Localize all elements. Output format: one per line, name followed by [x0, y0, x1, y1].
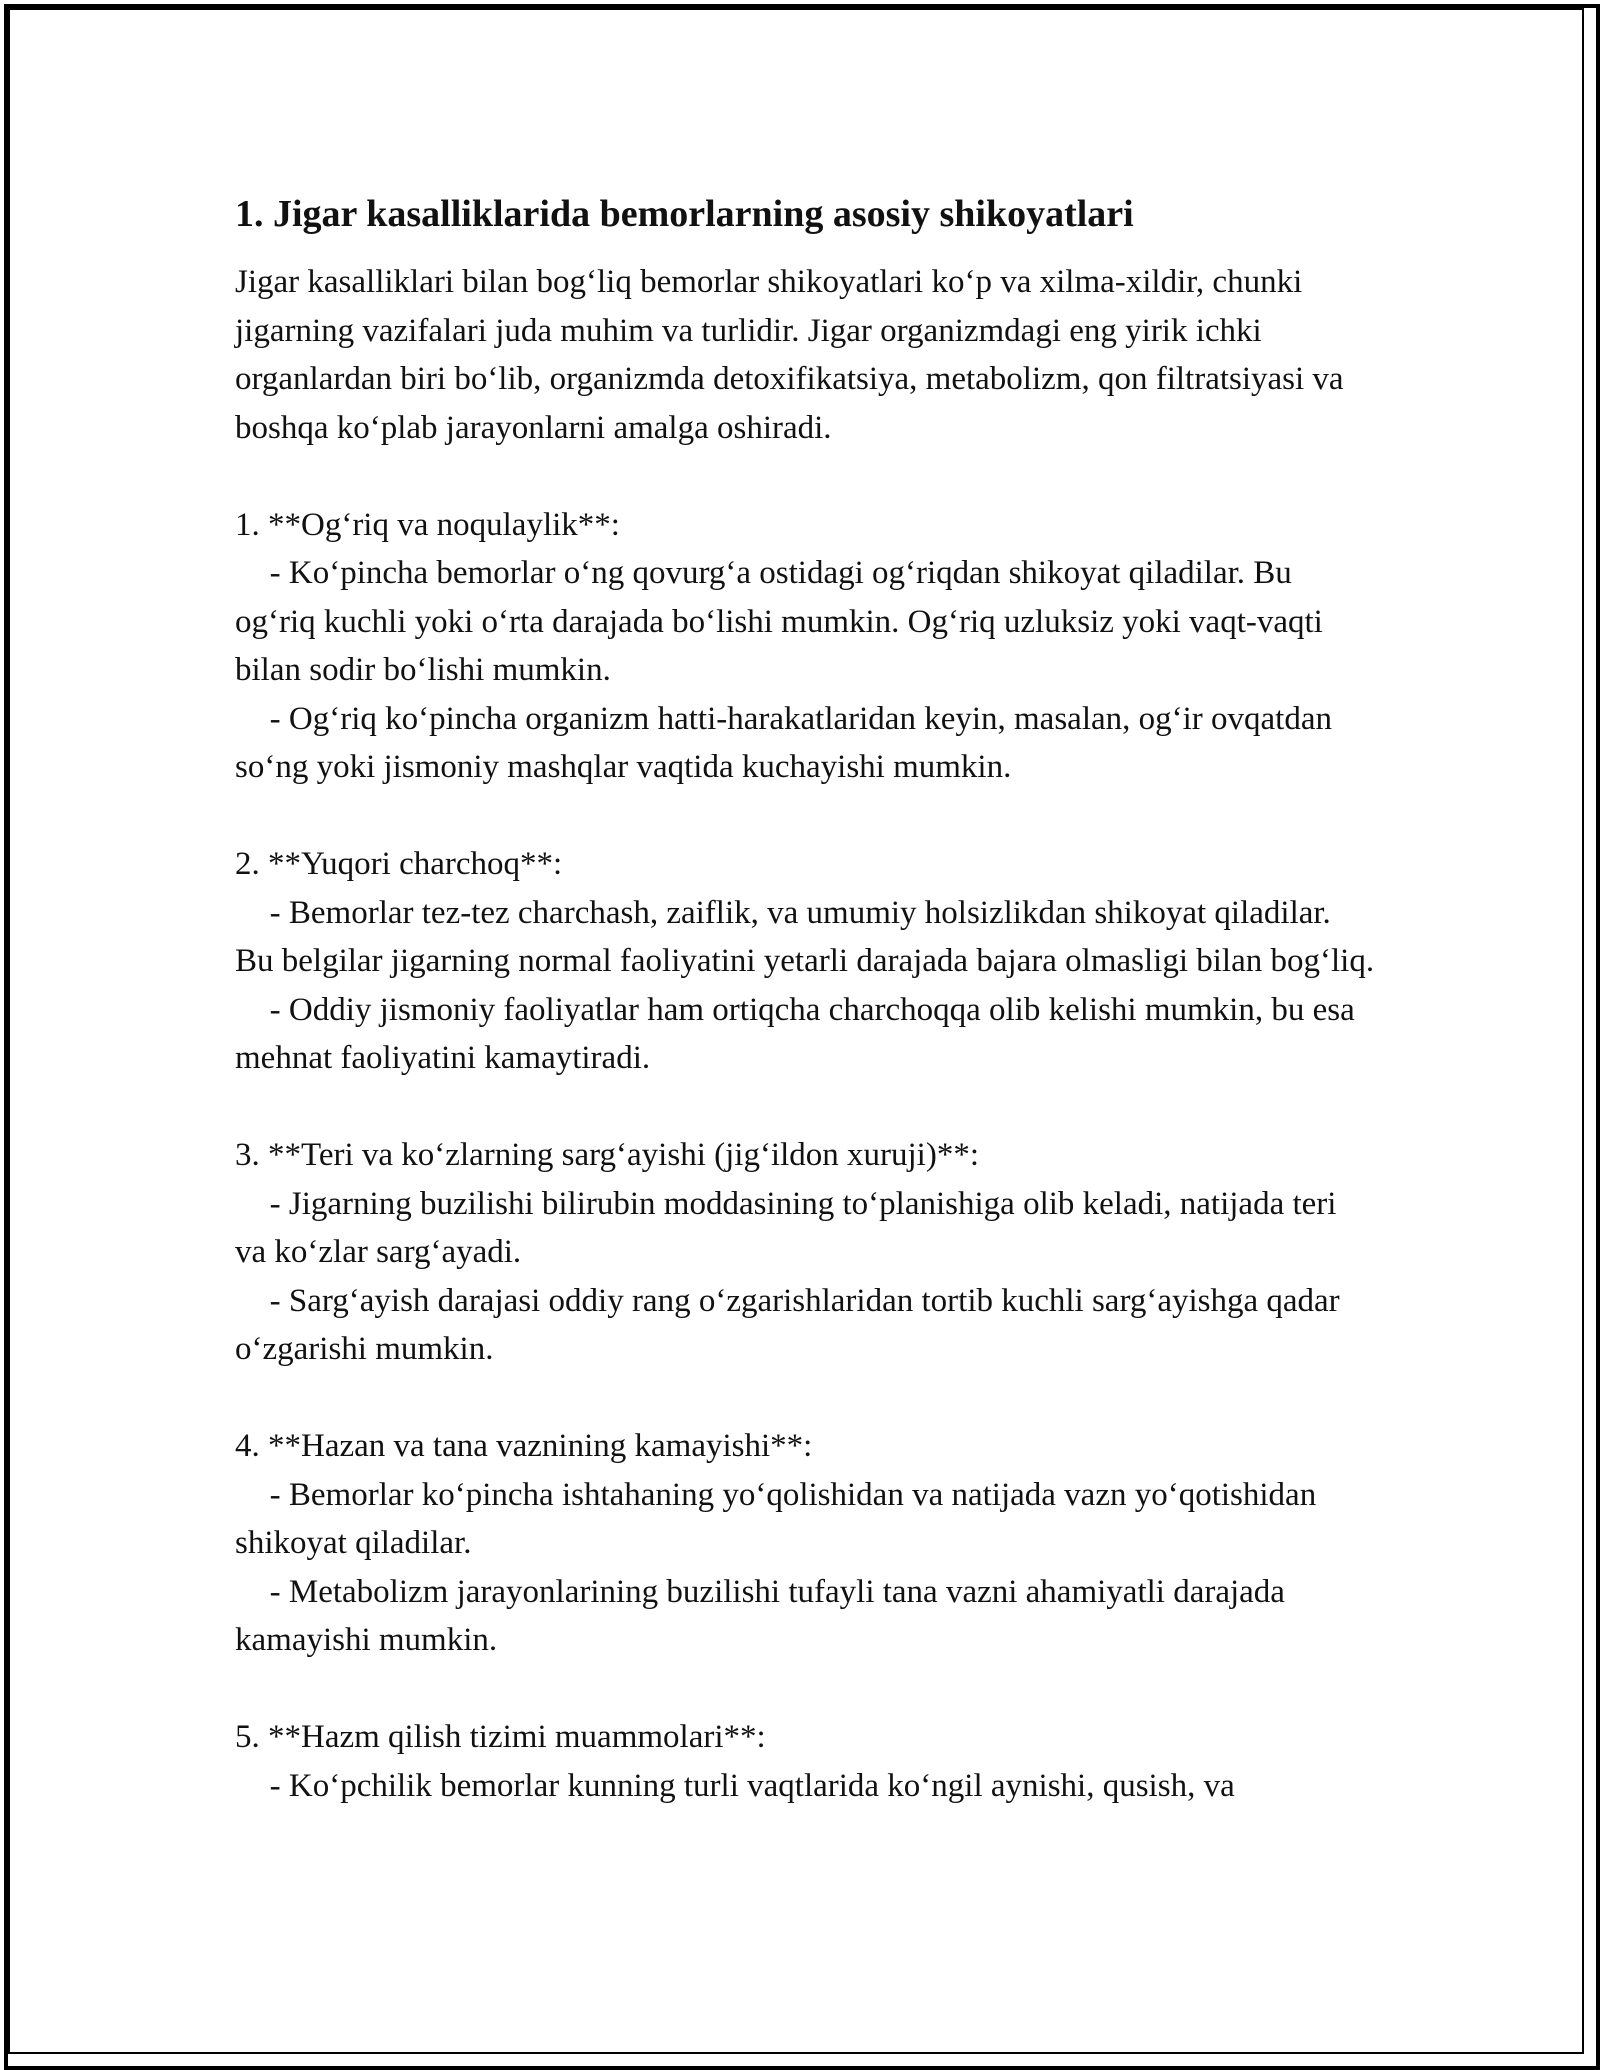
- list-item: [235, 1131, 1375, 1374]
- list-item-bullet: - Bemorlar ko‘pincha ishtahaning yo‘qolishidan va natijada vazn yo‘qotishidan shikoyat qiladilar.: [235, 1476, 1317, 1561]
- list-item-bullet: - Metabolizm jarayonlarining buzilishi tufayli tana vazni ahamiyatli darajada kamayishi mumkin.: [235, 1573, 1285, 1658]
- list-item: [235, 840, 1375, 1083]
- list-item-bullet: - Jigarning buzilishi bilirubin moddasining to‘planishiga olib keladi, natijada teri va ko‘zlar sarg‘ayadi.: [235, 1185, 1337, 1270]
- list-item: [235, 501, 1375, 792]
- list-item-bullet: - Ko‘pchilik bemorlar kunning turli vaqtlarida ko‘ngil aynishi, qusish, va: [269, 1767, 1235, 1804]
- list-item-bullet: - Bemorlar tez-tez charchash, zaiflik, va umumiy holsizlikdan shikoyat qiladilar. Bu belgilar jigarning normal faoliyatini yetarli darajada bajara olmasligi bilan bog‘liq.: [235, 894, 1375, 979]
- list-item-bullet: - Oddiy jismoniy faoliyatlar ham ortiqcha charchoqqa olib kelishi mumkin, bu esa mehnat faoliyatini kamaytiradi.: [235, 991, 1355, 1076]
- list-item-title: 1. **Og‘riq va noqulaylik**:: [235, 506, 620, 543]
- list-item-title: 2. **Yuqori charchoq**:: [235, 846, 563, 882]
- list-item-title: 4. **Hazan va tana vaznining kamayishi**:: [235, 1428, 813, 1464]
- intro-paragraph: Jigar kasalliklari bilan bog‘liq bemorlar shikoyatlari ko‘p va xilma-xildir, chunki jigarning vazifalari juda muhim va turlidir. Jigar organizmdagi eng yirik ichki organlardan biri bo‘lib, organizmda detoxifikatsiya, metabolizm, qon filtratsiyasi va boshqa ko‘plab jarayonlarni amalga oshiradi.: [235, 264, 1344, 446]
- document-body: [235, 188, 1375, 1859]
- list-item-bullet: - Og‘riq ko‘pincha organizm hatti-harakatlaridan keyin, masalan, og‘ir ovqatdan so‘ng yoki jismoniy mashqlar vaqtida kuchayishi mumkin.: [235, 700, 1332, 785]
- list-item-bullet: - Ko‘pincha bemorlar o‘ng qovurg‘a ostidagi og‘riqdan shikoyat qiladilar. Bu og‘riq kuchli yoki o‘rta darajada bo‘lishi mumkin. Og‘riq uzluksiz yoki vaqt-vaqti bilan sodir bo‘lishi mumkin.: [235, 555, 1323, 688]
- list-item: [235, 1422, 1375, 1665]
- list-item-bullet: - Sarg‘ayish darajasi oddiy rang o‘zgarishlaridan tortib kuchli sarg‘ayishga qadar o‘zgarishi mumkin.: [235, 1282, 1340, 1367]
- list-item-title: 3. **Teri va ko‘zlarning sarg‘ayishi (jig‘ildon xuruji)**:: [235, 1137, 979, 1173]
- list-item: [235, 1713, 1375, 1810]
- section-heading: 1. Jigar kasalliklarida bemorlarning asosiy shikoyatlari: [235, 193, 1134, 235]
- list-item-title: 5. **Hazm qilish tizimi muammolari**:: [235, 1719, 766, 1755]
